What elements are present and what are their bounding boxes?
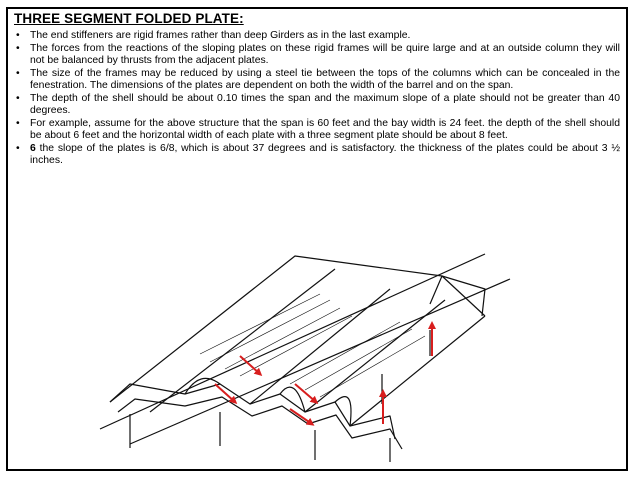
folded-plate-figure — [90, 234, 520, 466]
bullet-item — [12, 118, 620, 143]
bullet-dot: • — [16, 92, 20, 104]
bullet-item — [12, 30, 620, 43]
bullet-list — [12, 30, 620, 168]
ground-line-back — [130, 279, 510, 444]
slide-title: THREE SEGMENT FOLDED PLATE: — [14, 11, 244, 26]
bullet-item — [12, 143, 620, 168]
bullet-lead-number: 6 — [30, 142, 36, 154]
bullet-text: The depth of the shell should be about 0.10 times the span and the maximum slope of a plate should not be greater than 40 degrees. — [30, 92, 620, 116]
bullet-item — [12, 68, 620, 93]
roof-structure — [100, 254, 510, 462]
bullet-text: the slope of the plates is 6/8, which is about 37 degrees and is satisfactory. the thickness of the plates could be about 3 ½ inches. — [30, 142, 620, 166]
bullet-text: The size of the frames may be reduced by using a steel tie between the tops of the columns which can be concealed in the fenestration. The dimensions of the plates are dependent on both the width of the barrel and on the span. — [30, 67, 620, 91]
front-profile — [110, 384, 395, 439]
roof-left-fold — [150, 269, 335, 412]
bullet-dot: • — [16, 30, 20, 41]
folded-plate-sketch — [90, 234, 520, 466]
roof-ridge-2 — [305, 300, 445, 412]
bullet-dot: • — [16, 117, 20, 129]
force-arrows — [215, 324, 432, 424]
bullet-text: The end stiffeners are rigid frames rather than deep Girders as in the last example. — [30, 30, 411, 41]
force-arrow — [240, 356, 260, 374]
front-profile-lower — [118, 397, 402, 449]
bullet-item — [12, 93, 620, 118]
bullet-dot: • — [16, 142, 20, 154]
roof-ridge-1 — [250, 289, 390, 404]
bullet-dot: • — [16, 42, 20, 54]
bullet-dot: • — [16, 67, 20, 79]
bullet-item — [12, 43, 620, 68]
bullet-text: For example, assume for the above structure that the span is 60 feet and the bay width is 24 feet. the depth of the shell should be about 6 feet and the horizontal width of each plate with a three segment plate should be about 8 feet. — [30, 117, 620, 141]
roof-right-fold — [350, 316, 485, 426]
slide-frame — [6, 7, 628, 471]
bullet-text: The forces from the reactions of the sloping plates on these rigid frames will be quire large and at an outside column they will not be balanced by thrusts from the adjacent plates. — [30, 42, 620, 66]
